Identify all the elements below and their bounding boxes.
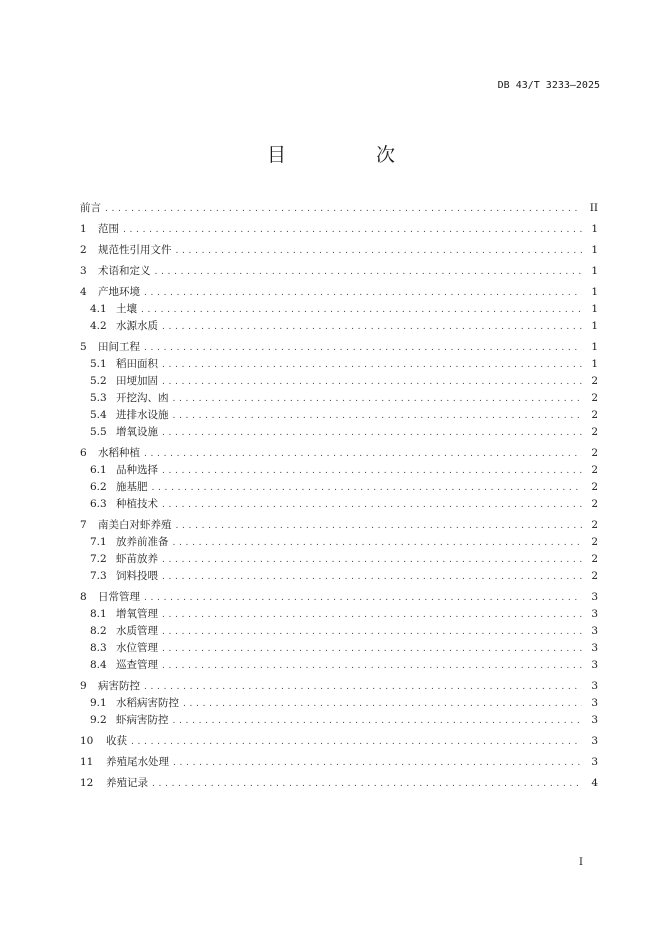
toc-entry-page: 2 (591, 519, 598, 531)
toc-entry-title: 品种选择 (116, 464, 158, 476)
toc-entry-page: 2 (591, 392, 598, 404)
toc-entry-number: 4.2 (90, 320, 107, 332)
toc-entry-title: 术语和定义 (98, 265, 151, 277)
toc-entry-page: 3 (591, 714, 598, 726)
toc-entry-number: 1 (80, 223, 87, 235)
toc-dot-leader (162, 357, 582, 374)
toc-entry-number: 8 (80, 591, 87, 603)
toc-dot-leader (183, 696, 582, 713)
toc-entry-page: 1 (591, 223, 598, 235)
toc-dot-leader (162, 463, 582, 480)
toc-entry-page: 2 (591, 481, 598, 493)
toc-dot-leader (155, 264, 583, 281)
toc-entry-title: 规范性引用文件 (98, 244, 172, 256)
toc-entry-page: 3 (591, 680, 598, 692)
toc-dot-leader (162, 569, 582, 586)
toc-entry-title: 增氧管理 (116, 608, 158, 620)
toc-entry-title: 收获 (106, 735, 127, 747)
toc-dot-leader (173, 408, 583, 425)
toc-entry-page: 2 (591, 570, 598, 582)
toc-dot-leader (162, 319, 582, 336)
toc-entry[interactable] (80, 551, 598, 568)
toc-entry-number: 3 (80, 265, 87, 277)
toc-entry-number: 8.4 (90, 659, 107, 671)
toc-entry[interactable] (80, 301, 598, 318)
toc-entry-title: 种植技术 (116, 498, 158, 510)
toc-entry[interactable] (80, 712, 598, 729)
toc-entry-number: 5.3 (90, 392, 107, 404)
toc-entry-number: 5 (80, 341, 87, 353)
toc-entry[interactable] (80, 200, 598, 217)
toc-dot-leader (176, 243, 583, 260)
toc-entry[interactable] (80, 657, 598, 674)
toc-entry-number: 8.3 (90, 642, 107, 654)
toc-entry-page: 2 (591, 409, 598, 421)
toc-entry-title: 产地环境 (98, 286, 140, 298)
toc-entry-page: 1 (591, 265, 598, 277)
toc-dot-leader (173, 535, 583, 552)
toc-entry-title: 开挖沟、凼 (116, 392, 169, 404)
toc-entry[interactable] (80, 606, 598, 623)
toc-entry-title: 范围 (98, 223, 119, 235)
toc-dot-leader (173, 391, 583, 408)
toc-dot-leader (152, 480, 583, 497)
toc-dot-leader (162, 374, 582, 391)
toc-entry-title: 巡查管理 (116, 659, 158, 671)
toc-entry-number: 5.4 (90, 409, 107, 421)
toc-entry-title: 南美白对虾养殖 (98, 519, 172, 531)
toc-entry-title: 水位管理 (116, 642, 158, 654)
toc-dot-leader (162, 497, 582, 514)
toc-dot-leader (173, 755, 582, 772)
toc-entry-page: 3 (591, 756, 598, 768)
toc-entry[interactable] (80, 390, 598, 407)
toc-entry-number: 8.1 (90, 608, 107, 620)
toc-entry-page: 1 (591, 341, 598, 353)
toc-dot-leader (162, 641, 582, 658)
toc-entry-number: 4 (80, 286, 87, 298)
toc-dot-leader (123, 222, 582, 239)
table-of-contents (80, 200, 598, 792)
toc-entry[interactable] (80, 407, 598, 424)
toc-entry-number: 10 (80, 735, 94, 747)
toc-dot-leader (173, 713, 583, 730)
toc-entry-page: 2 (591, 464, 598, 476)
toc-entry-page: 3 (591, 591, 598, 603)
toc-entry-page: 1 (591, 244, 598, 256)
toc-entry-title: 养殖尾水处理 (106, 756, 169, 768)
toc-entry-title: 水稻种植 (98, 447, 140, 459)
toc-entry-title: 虾苗放养 (116, 553, 158, 565)
toc-entry-number: 11 (80, 756, 94, 768)
toc-entry-title: 放养前准备 (116, 536, 169, 548)
toc-dot-leader (105, 201, 582, 218)
toc-entry-title: 施基肥 (116, 481, 148, 493)
toc-dot-leader (152, 776, 582, 793)
toc-entry-page: 2 (591, 553, 598, 565)
toc-dot-leader (144, 446, 582, 463)
toc-entry-page: 1 (591, 286, 598, 298)
toc-entry[interactable] (80, 339, 598, 356)
toc-entry-number: 12 (80, 777, 94, 789)
toc-dot-leader (141, 302, 582, 319)
toc-entry-number: 7.1 (90, 536, 107, 548)
toc-entry-number: 5.1 (90, 358, 107, 370)
toc-entry-page: 1 (591, 358, 598, 370)
toc-entry-page: 3 (591, 625, 598, 637)
toc-entry[interactable] (80, 695, 598, 712)
toc-entry-page: 2 (591, 498, 598, 510)
toc-dot-leader (131, 734, 582, 751)
toc-entry-title: 水质管理 (116, 625, 158, 637)
toc-dot-leader (176, 518, 583, 535)
toc-entry-number: 7.2 (90, 553, 107, 565)
toc-entry[interactable] (80, 318, 598, 335)
toc-entry-number: 6.3 (90, 498, 107, 510)
toc-entry-number: 5.5 (90, 426, 107, 438)
toc-entry-title: 日常管理 (98, 591, 140, 603)
toc-entry-number: 9.1 (90, 697, 107, 709)
toc-entry-number: 6 (80, 447, 87, 459)
toc-entry-number: 2 (80, 244, 87, 256)
toc-entry[interactable] (80, 263, 598, 280)
toc-entry-page: 3 (591, 659, 598, 671)
toc-entry[interactable] (80, 589, 598, 606)
toc-entry-page: 3 (591, 735, 598, 747)
toc-entry[interactable] (80, 356, 598, 373)
toc-entry[interactable] (80, 284, 598, 301)
toc-dot-leader (162, 658, 582, 675)
toc-entry-number: 6.2 (90, 481, 107, 493)
toc-entry[interactable] (80, 517, 598, 534)
toc-entry[interactable] (80, 534, 598, 551)
toc-entry-title: 稻田面积 (116, 358, 158, 370)
toc-entry-number: 7 (80, 519, 87, 531)
toc-entry-number: 6.1 (90, 464, 107, 476)
toc-entry[interactable] (80, 640, 598, 657)
toc-entry-number: 8.2 (90, 625, 107, 637)
toc-entry-number: 7.3 (90, 570, 107, 582)
toc-entry-number: 4.1 (90, 303, 107, 315)
toc-entry[interactable] (80, 775, 598, 792)
toc-dot-leader (144, 285, 582, 302)
toc-entry[interactable] (80, 445, 598, 462)
toc-entry[interactable] (80, 221, 598, 238)
toc-dot-leader (162, 624, 582, 641)
toc-entry-title: 田埂加固 (116, 375, 158, 387)
toc-entry-number: 9 (80, 680, 87, 692)
toc-entry[interactable] (80, 496, 598, 513)
toc-entry-page: 3 (591, 697, 598, 709)
toc-entry-page: 3 (591, 608, 598, 620)
toc-entry-title: 土壤 (116, 303, 137, 315)
toc-entry-title: 饲料投喂 (116, 570, 158, 582)
toc-entry-page: 2 (591, 447, 598, 459)
toc-entry[interactable] (80, 479, 598, 496)
document-code: DB 43/T 3233—2025 (497, 80, 600, 91)
toc-entry[interactable] (80, 462, 598, 479)
toc-entry[interactable] (80, 754, 598, 771)
toc-entry-page: 1 (591, 320, 598, 332)
page-number: I (579, 857, 583, 868)
toc-entry[interactable] (80, 568, 598, 585)
toc-entry-title: 养殖记录 (106, 777, 148, 789)
toc-entry-title: 虾病害防控 (116, 714, 169, 726)
toc-entry[interactable] (80, 623, 598, 640)
toc-entry-title: 田间工程 (98, 341, 140, 353)
toc-entry-page: 3 (591, 642, 598, 654)
toc-entry-title: 水源水质 (116, 320, 158, 332)
toc-dot-leader (162, 425, 582, 442)
toc-dot-leader (144, 590, 582, 607)
toc-entry-page: 2 (591, 426, 598, 438)
toc-entry[interactable] (80, 373, 598, 390)
toc-dot-leader (144, 679, 582, 696)
toc-entry-number: 5.2 (90, 375, 107, 387)
toc-entry[interactable] (80, 678, 598, 695)
toc-entry-page: II (589, 202, 598, 214)
toc-entry-title: 水稻病害防控 (116, 697, 179, 709)
toc-entry-page: 2 (591, 375, 598, 387)
toc-dot-leader (162, 552, 582, 569)
toc-entry-title: 增氧设施 (116, 426, 158, 438)
toc-entry-page: 4 (591, 777, 598, 789)
toc-entry-number: 9.2 (90, 714, 107, 726)
page-title: 目 次 (266, 144, 438, 166)
toc-entry-page: 2 (591, 536, 598, 548)
toc-dot-leader (162, 607, 582, 624)
toc-entry-title: 进排水设施 (116, 409, 169, 421)
toc-entry-title: 前言 (80, 202, 101, 214)
toc-dot-leader (144, 340, 582, 357)
toc-entry-page: 1 (591, 303, 598, 315)
toc-entry[interactable] (80, 242, 598, 259)
toc-entry-title: 病害防控 (98, 680, 140, 692)
toc-entry[interactable] (80, 733, 598, 750)
toc-entry[interactable] (80, 424, 598, 441)
